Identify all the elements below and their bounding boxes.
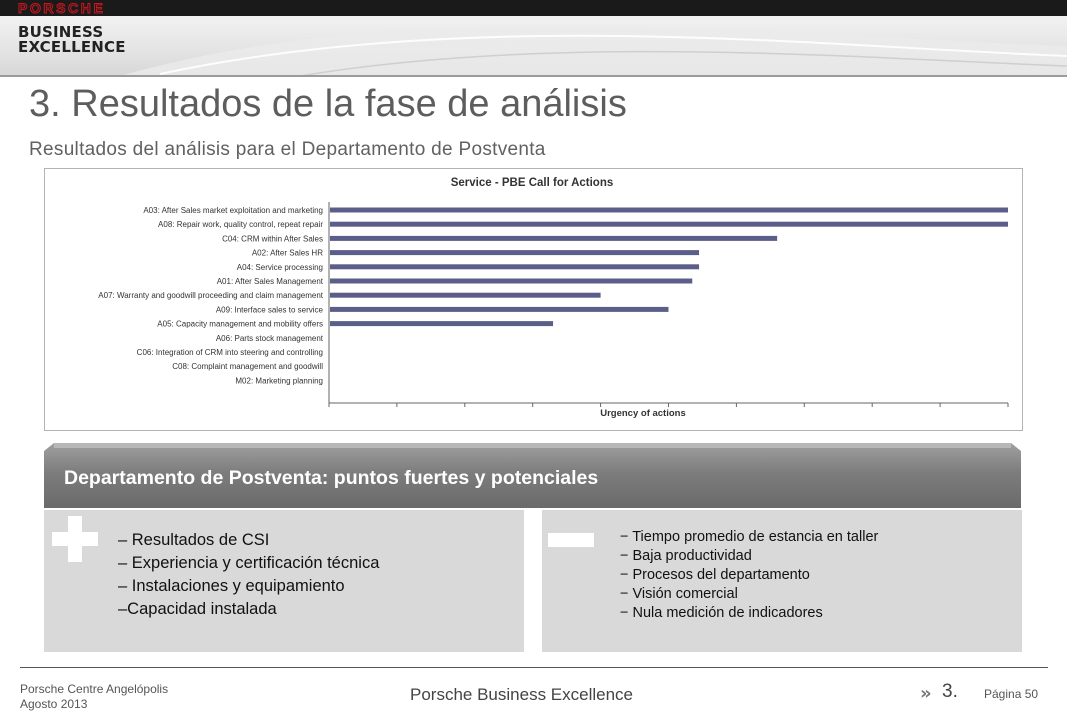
bar (330, 293, 601, 298)
page-subtitle: Resultados del análisis para el Departamento de Postventa (29, 139, 546, 160)
section-band-highlight (54, 443, 1011, 448)
footer-date: Agosto 2013 (20, 697, 88, 711)
category-label: A03: After Sales market exploitation and marketing (143, 206, 323, 215)
header-divider (0, 75, 1067, 77)
page-number: Página 50 (984, 687, 1039, 701)
plus-icon (52, 516, 98, 562)
minus-icon (548, 533, 594, 547)
bar (330, 250, 699, 255)
weakness-item: − Nula medición de indicadores (620, 605, 823, 621)
category-label: A05: Capacity management and mobility offers (157, 319, 323, 329)
bar (330, 208, 1008, 213)
weakness-item: − Visión comercial (620, 586, 738, 602)
top-bar (0, 0, 1067, 16)
footer-organization: Porsche Centre Angelópolis (20, 682, 169, 696)
chart-title: Service - PBE Call for Actions (450, 177, 614, 189)
strength-item: – Experiencia y certificación técnica (118, 554, 380, 572)
bar (330, 222, 1008, 227)
category-label: A06: Parts stock management (215, 333, 323, 343)
strength-item: – Resultados de CSI (118, 531, 270, 549)
chart-container (44, 168, 1023, 431)
weakness-item: − Tiempo promedio de estancia en taller (620, 529, 879, 545)
chevron-double-right-icon: » (920, 683, 928, 704)
footer-title: Porsche Business Excellence (410, 685, 634, 704)
section-title: Departamento de Postventa: puntos fuertes y potenciales (64, 467, 599, 489)
bar (330, 236, 777, 241)
weaknesses-list (620, 528, 878, 623)
weakness-item: − Baja productividad (620, 548, 752, 564)
bar (330, 279, 692, 284)
bar (330, 307, 669, 312)
category-label: M02: Marketing planning (235, 376, 323, 386)
bar (330, 321, 553, 326)
category-label: C04: CRM within After Sales (222, 234, 323, 244)
footer-section-number: 3. (942, 681, 958, 702)
weakness-item: − Procesos del departamento (620, 567, 810, 583)
category-label: C06: Integration of CRM into steering and controlling (136, 348, 323, 357)
page-title: 3. Resultados de la fase de análisis (29, 83, 627, 125)
strengths-panel (44, 510, 524, 652)
category-label: C08: Complaint management and goodwill (172, 362, 323, 372)
weaknesses-panel (542, 510, 1022, 652)
x-axis-label: Urgency of actions (600, 408, 686, 419)
bar-chart (45, 169, 1022, 430)
strengths-list (118, 529, 379, 621)
brand-title-line2: EXCELLENCE (18, 38, 126, 56)
category-label: A09: Interface sales to service (215, 305, 323, 315)
porsche-logo: PORSCHE (18, 0, 106, 16)
header-banner (0, 16, 1067, 76)
category-label: A04: Service processing (236, 262, 323, 272)
strength-item: – Instalaciones y equipamiento (118, 577, 345, 595)
category-label: A02: After Sales HR (251, 248, 323, 258)
car-silhouette-graphic (0, 16, 1067, 76)
strength-item: –Capacidad instalada (118, 600, 277, 618)
footer-divider (20, 667, 1048, 668)
category-label: A08: Repair work, quality control, repeat repair (158, 220, 323, 230)
category-label: A01: After Sales Management (216, 277, 323, 286)
brand-title-line1: BUSINESS (18, 23, 104, 41)
bar (330, 264, 699, 269)
category-label: A07: Warranty and goodwill proceeding and claim management (98, 291, 323, 301)
